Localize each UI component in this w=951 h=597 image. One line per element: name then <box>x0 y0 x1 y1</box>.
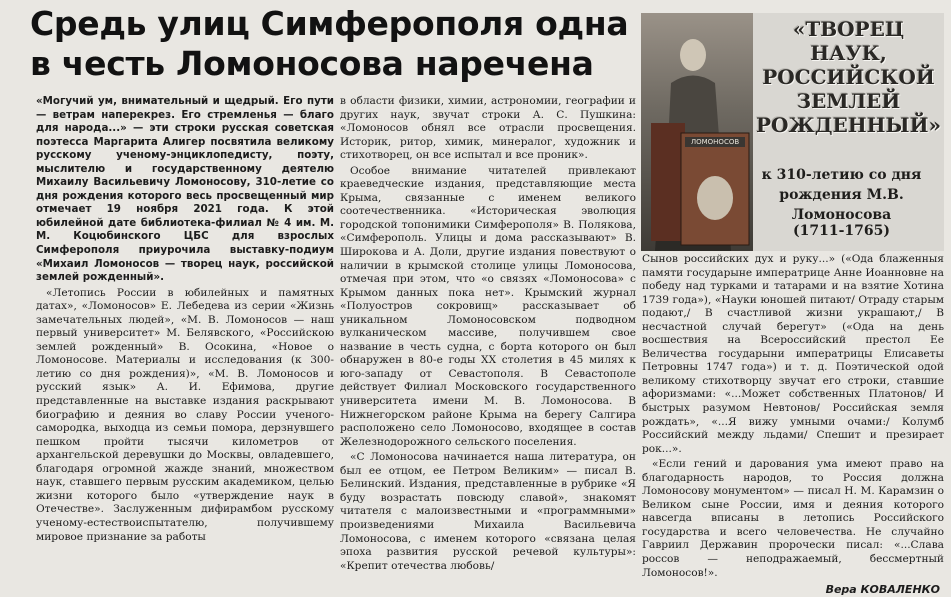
banner-years: (1711-1765) <box>793 223 890 239</box>
article-column-3 <box>642 253 944 597</box>
banner-subtitle: к 310-летию со дня рождения М.В. Ломоносова <box>761 167 922 223</box>
article-paragraph: Особое внимание читателей привлекают краеведческие издания, представляющие места Крыма, связанные с именем великого соотечественника. «Историческая эволюция городской топонимики Симферополя» В. Полякова, «Симферополь. Улицы и дома рассказывают» В. Широкова и А. Доли, другие издания повествуют о наличии в крымской столице улицы Ломоносова, отмечая при этом, что «о связях «Ломоносова» с Крымом данных пока нет». Крымский журнал «Полуостров сокровищ» рассказывает об уникальном Ломоносовском подводном вулканическом массиве, получившем свое название в честь судна, с борта которого он был обнаружен в 80-е годы XX столетия в 45 милях к юго-западу от Севастополя. В Севастополе действует Филиал Московского государственного университета имени М. В. Ломоносова. В Нижнегорском районе Крыма на берегу Салгира расположено село Ломоносово, входящее в состав Железнодорожного сельского поселения. <box>340 164 636 448</box>
article-paragraph: «С Ломоносова начинается наша литература, он был ее отцом, ее Петром Великим» — писал В. Белинский. Издания, представленные в рубрике «Я буду возрастать повсюду славой», знакомят читателя с малоизвестными и «программными» произведениями Михаила Васильевича Ломоносова, с именем которого «связана целая эпоха развития русской речевой культуры»: «Крепит отечества любовь/ <box>340 451 636 572</box>
article-paragraph: в области физики, химии, астрономии, географии и других наук, звучат строки А. С. Пушкина: «Ломоносов обнял все отрасли просвещения. Историк, ритор, химик, минералог, художник и стихотворец, он все испытал и все проник». <box>340 95 636 162</box>
article-paragraph: «Летопись России в юбилейных и памятных датах», «Ломоносов» Е. Лебедева из серии «Жизнь замечательных людей», «М. В. Ломоносов — наш первый университет» М. Белявского, «Российскою землей рожденный» В. Осокина, «Новое о Ломоносове. Материалы и исследования (к 300-летию со дня рождения)», «М. В. Ломоносов и русский язык» А. И. Ефимова, другие представленные на выставке издания раскрывают биографию и деяния во славу России ученого-самородка, выходца из семьи помора, дерзнувшего пешком пройти тысячи километров от архангельской деревушки до Москвы, овладевшего, благодаря огромной жажде знаний, множеством наук, ставшего первым русским академиком, целью жизни которого было «утверждение наук в Отечестве». Заслуженным дифирамбом русскому ученому-естествоиспытателю, получившему мировое признание за работы <box>36 286 334 543</box>
article-paragraph: «Если гений и дарования ума имеют право на благодарность народов, то Россия должна Ломоносову монументом» — писал Н. М. Карамзин о Великом сыне России, имя и деяния которого навсегда вписаны в летопись Российского государства и всего человечества. Не случайно Гавриил Державин пророчески писал: «...Слава россов — неподражаемый, бессмертный Ломоносов!». <box>642 458 944 579</box>
article-lead: «Могучий ум, внимательный и щедрый. Его пути — ветрам наперекрез. Его стремленья — благо для народа...» — эти строки русская советская поэтесса Маргарита Алигер посвятила великому русскому ученому-энциклопедисту, поэту, мыслителю и государственному деятелю Михаилу Васильевичу Ломоносову, 310-летие со дня рождения которого весь просвещенный мир отмечает 19 ноября 2021 года. К этой юбилейной дате библиотека-филиал № 4 им. М. М. Коцюбинского ЦБС для взрослых Симферополя приурочила выставку-подиум «Михаил Ломоносов — творец наук, российской землей рожденный». <box>36 95 334 284</box>
lomonosov-portrait-image <box>641 13 753 251</box>
article-paragraph: Сынов российских дух и руку...» («Ода блаженныя памяти государыне императрице Анне Иоанновне на победу над турками и татарами и на взятие Хотина 1739 года»), «Науки юношей питают/ Отраду старым подают,/ В счастливой жизни украшают,/ В несчастной случай берегут» («Ода на день восшествия на Всероссийский престол Ее Величества государыни императрицы Елисаветы Петровны 1747 года») и т. д. Поэтической одой великому стихотворцу звучат его строки, ставшие афоризмами: «...Может собственных Платонов/ И быстрых разумом Невтонов/ Российская земля рождать», «...Я вижу умными очами:/ Колумб Российский между льдами/ Спешит и презирает рок...». <box>642 253 944 455</box>
article-column-1 <box>36 95 334 543</box>
exhibition-banner <box>641 13 944 251</box>
article-column-2 <box>340 95 636 572</box>
article-headline: Средь улиц Симферополя одна в честь Ломоносова наречена <box>30 4 629 83</box>
article-author: Вера КОВАЛЕНКО <box>825 583 940 597</box>
banner-title: «ТВОРЕЦ НАУК, РОССИЙСКОЙ ЗЕМЛЕЙ РОЖДЕННЫЙ» <box>756 17 941 137</box>
book-cover-label: ЛОМОНОСОВ <box>685 137 745 147</box>
portrait-illustration <box>641 13 753 251</box>
